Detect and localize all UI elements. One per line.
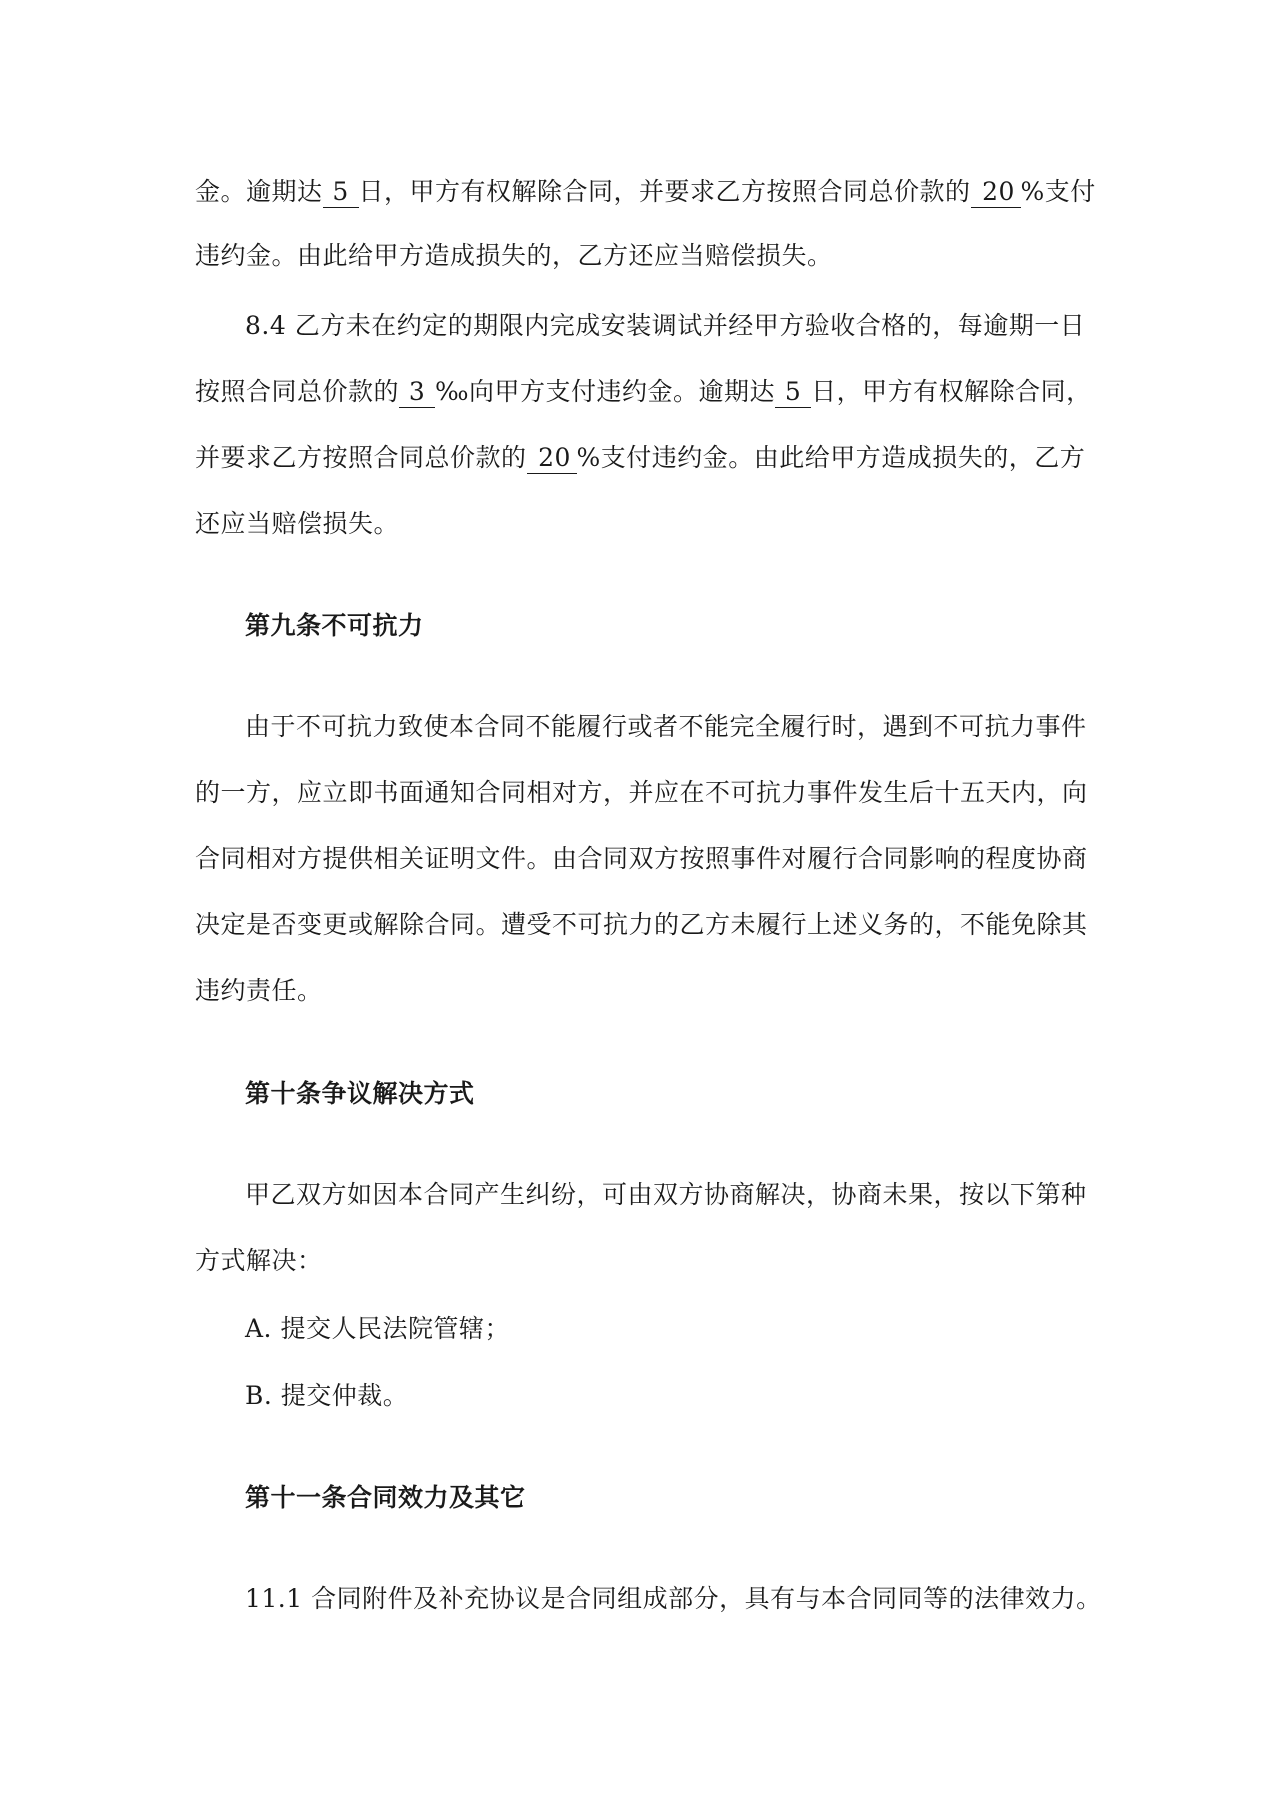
penalty-line bbox=[195, 172, 1100, 212]
text-fragment: 并要求乙方按照合同总价款的 bbox=[195, 443, 527, 472]
text-fragment: 日，甲方有权解除合同，并要求乙方按照合同总价款的 bbox=[358, 177, 971, 206]
section-9-line: 合同相对方提供相关证明文件。由合同双方按照事件对履行合同影响的程度协商 bbox=[195, 844, 1088, 873]
option-a: A. 提交人民法院管辖； bbox=[245, 1314, 510, 1343]
text-fragment: %支付 bbox=[1020, 177, 1096, 206]
section-9-line: 由于不可抗力致使本合同不能履行或者不能完全履行时，遇到不可抗力事件 bbox=[245, 712, 1087, 741]
text-fragment: 日，甲方有权解除合同， bbox=[811, 377, 1092, 406]
section-11-title: 第十一条合同效力及其它 bbox=[245, 1483, 526, 1512]
clause-8-4-line: 8.4 乙方未在约定的期限内完成安装调试并经甲方验收合格的，每逾期一日 bbox=[245, 311, 1086, 340]
filled-blank-days: 5 bbox=[323, 177, 359, 208]
filled-blank-percent: 20 bbox=[971, 177, 1021, 208]
text-fragment: 金。逾期达 bbox=[195, 177, 323, 206]
filled-blank-permille: 3 bbox=[399, 377, 435, 408]
penalty-line: 违约金。由此给甲方造成损失的，乙方还应当赔偿损失。 bbox=[195, 241, 833, 270]
clause-8-4-line bbox=[195, 438, 1100, 478]
clause-8-4-line bbox=[195, 372, 1100, 412]
section-9-title: 第九条不可抗力 bbox=[245, 611, 424, 640]
section-11-line: 11.1 合同附件及补充协议是合同组成部分，具有与本合同同等的法律效力。 bbox=[245, 1584, 1102, 1613]
section-10-line: 方式解决： bbox=[195, 1246, 323, 1275]
section-9-line: 决定是否变更或解除合同。遭受不可抗力的乙方未履行上述义务的，不能免除其 bbox=[195, 910, 1088, 939]
text-fragment: ‰向甲方支付违约金。逾期达 bbox=[435, 377, 776, 406]
text-fragment: 按照合同总价款的 bbox=[195, 377, 400, 406]
clause-8-4-line: 还应当赔偿损失。 bbox=[195, 509, 400, 538]
filled-blank-percent: 20 bbox=[527, 443, 577, 474]
section-9-line: 违约责任。 bbox=[195, 976, 323, 1005]
text-fragment: %支付违约金。由此给甲方造成损失的，乙方 bbox=[576, 443, 1086, 472]
section-10-title: 第十条争议解决方式 bbox=[245, 1079, 475, 1108]
option-b: B. 提交仲裁。 bbox=[245, 1381, 409, 1410]
section-10-line: 甲乙双方如因本合同产生纠纷，可由双方协商解决，协商未果，按以下第种 bbox=[245, 1180, 1087, 1209]
filled-blank-days: 5 bbox=[775, 377, 811, 408]
section-9-line: 的一方，应立即书面通知合同相对方，并应在不可抗力事件发生后十五天内，向 bbox=[195, 778, 1088, 807]
